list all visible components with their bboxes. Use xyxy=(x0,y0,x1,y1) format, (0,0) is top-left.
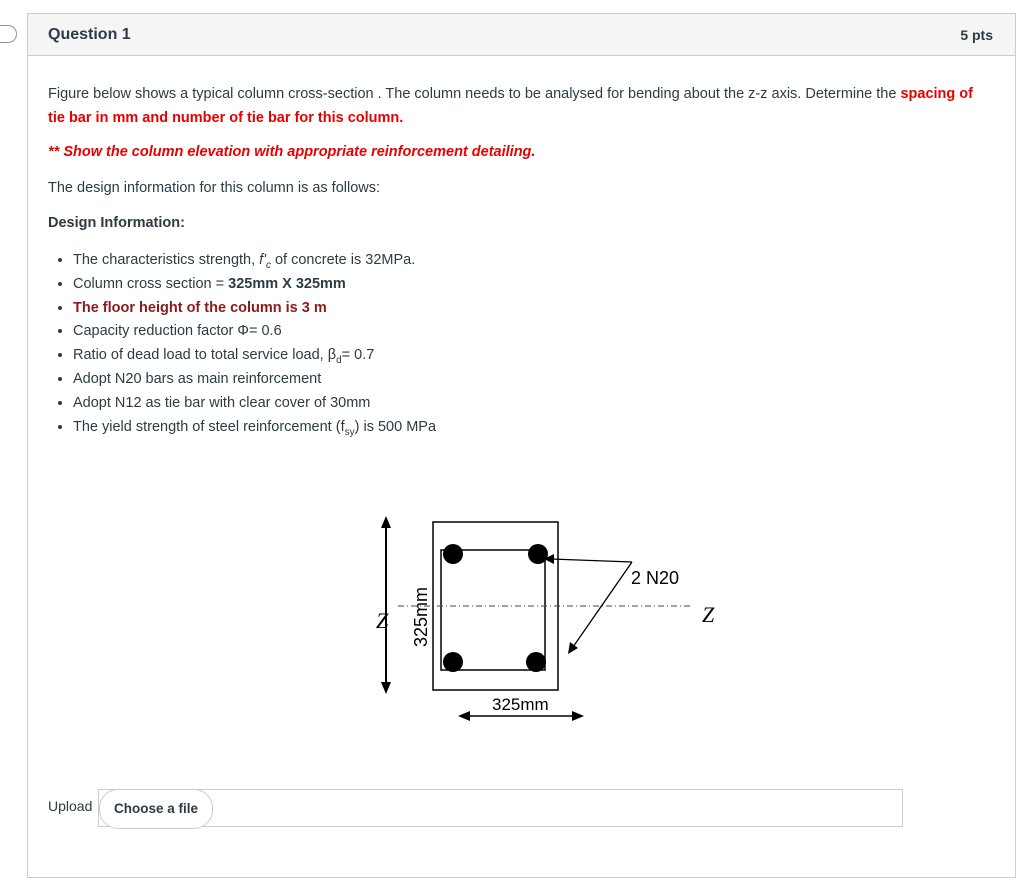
rebar-top-left xyxy=(443,544,463,564)
design-heading: Design Information: xyxy=(48,215,185,231)
leader-top xyxy=(551,559,632,562)
leader-bottom xyxy=(573,562,632,647)
axis-label-left: Z xyxy=(376,608,389,633)
upload-label: Upload xyxy=(48,798,93,814)
intro-highlight: spacing of tie bar in mm and number of tie bar for this column. xyxy=(48,86,973,126)
show-elevation-note: ** Show the column elevation with appropriate reinforcement detailing. xyxy=(48,144,536,160)
collapse-tab-icon[interactable] xyxy=(0,25,17,43)
question-card xyxy=(27,13,1016,878)
list-item-tie-bar: • Adopt N12 as tie bar with clear cover of 30mm xyxy=(73,392,436,416)
height-label: 325mm xyxy=(411,586,431,647)
arrow-down-icon xyxy=(381,682,391,694)
axis-label-right: Z xyxy=(702,602,715,627)
choose-file-button[interactable]: Choose a file xyxy=(99,789,213,829)
leader-bottom-arrow-icon xyxy=(568,642,578,654)
bar-label: 2 N20 xyxy=(631,568,680,588)
list-item-floor-height: • The floor height of the column is 3 m xyxy=(73,297,436,321)
arrow-left-icon xyxy=(458,711,470,721)
list-item-yield: • The yield strength of steel reinforcement $(f_{sy})$ is 500 MPa xyxy=(73,416,436,440)
intro-text: Figure below shows a typical column cross-section . The column needs to be analysed for bending about the z-z axis. Determine the xyxy=(48,86,901,102)
rebar-top-right xyxy=(528,544,548,564)
list-item-capacity: • Capacity reduction factor Φ= 0.6 xyxy=(73,320,436,344)
question-header xyxy=(28,14,1015,56)
list-item-section: • Column cross section = 325mm X 325mm xyxy=(73,273,436,297)
list-item-main-bars: • Adopt N20 bars as main reinforcement xyxy=(73,368,436,392)
arrow-up-icon xyxy=(381,516,391,528)
upload-field[interactable] xyxy=(98,789,903,827)
intro-paragraph xyxy=(48,82,988,130)
question-title: Question 1 xyxy=(48,25,131,43)
rebar-bottom-left xyxy=(443,652,463,672)
list-item-fc: • The characteristics strength, $f'_c$ of concrete is 32MPa. xyxy=(73,249,436,273)
design-info-list xyxy=(48,249,436,439)
design-intro: The design information for this column is as follows: xyxy=(48,180,381,196)
width-label: 325mm xyxy=(492,695,549,714)
question-points: 5 pts xyxy=(960,26,993,43)
arrow-right-icon xyxy=(572,711,584,721)
rebar-bottom-right xyxy=(526,652,546,672)
column-cross-section-figure xyxy=(346,502,726,732)
list-item-ratio: • Ratio of dead load to total service load, $\beta_d= 0.7$ xyxy=(73,344,436,368)
